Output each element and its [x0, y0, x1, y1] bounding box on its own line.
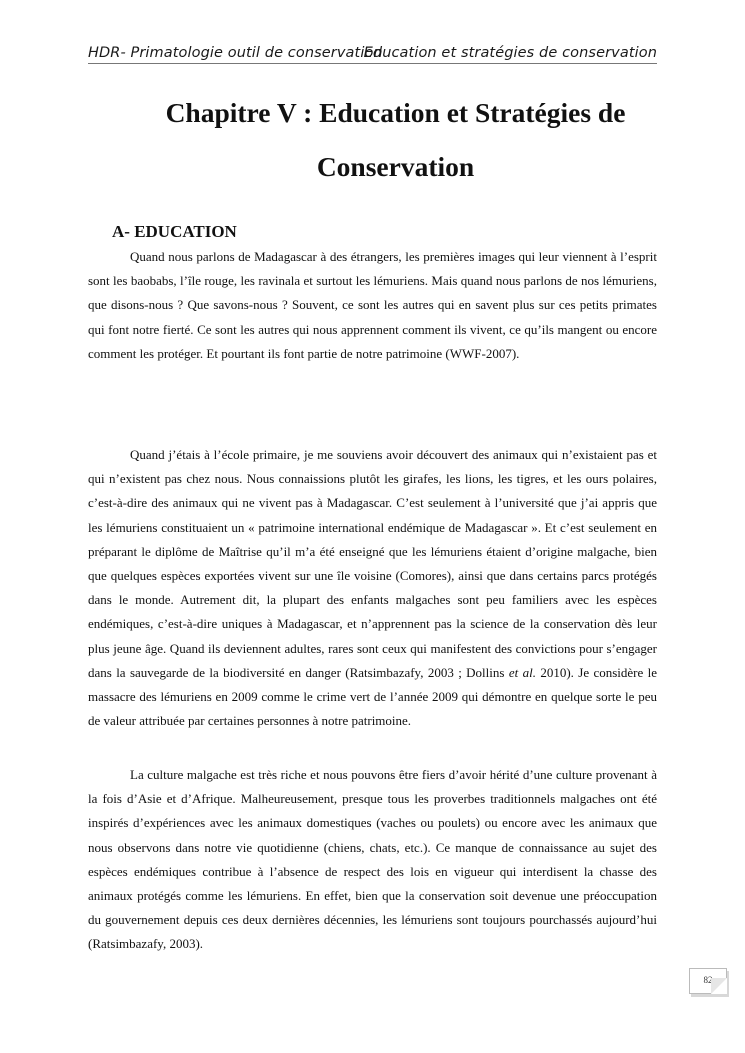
paragraph-3: La culture malgache est très riche et nous pouvons être fiers d’avoir hérité d’une culture provenant à la fois d’Asie et d’Afrique. Malheureusement, presque tous les proverbes traditionnels malgaches ont été inspirés d’expériences avec les animaux domestiques (vaches ou poulets) ou encore avec les animaux que nous observons dans notre vie quotidienne (chiens, chats, etc.). Ce manque de connaissance au sujet des espèces endémiques contribue à l’absence de respect des lois en vigueur qui interdisent la chasse des animaux protégés comme les lémuriens. En effet, bien que la conservation soit devenue une préoccupation du gouvernement depuis ces deux dernières décennies, les lémuriens sont toujours pourchassés aujourd’hui (Ratsimbazafy, 2003).	[88, 767, 657, 952]
paragraph-1: Quand nous parlons de Madagascar à des étrangers, les premières images qui leur viennent à l’esprit sont les baobabs, l’île rouge, les ravinala et surtout les lémuriens. Mais quand nous parlons de nos lémuriens, que disons-nous ? Que savons-nous ? Souvent, ce sont les autres qui en savent plus sur ces petits primates qui font notre fierté. Ce sont les autres qui nous apprennent comment ils vivent, ce qu’ils mangent ou encore comment les protéger. Et pourtant ils font partie de notre patrimoine (WWF-2007).	[88, 249, 657, 361]
page-number: 82	[703, 975, 713, 985]
page-header	[88, 42, 657, 64]
page-curl-decoration	[711, 978, 727, 994]
chapter-title: Chapitre V : Education et Stratégies de Conservation	[165, 97, 626, 182]
section-heading: A- EDUCATION	[112, 222, 237, 241]
paragraph-2-text-end: 2010). Je considère le massacre des lémuriens en 2009 comme le crime vert de l’année 2009 qui démontre en quelque sorte le peu de valeur attribuée par certaines personnes à notre patrimoine.	[88, 664, 658, 729]
paragraph-2-citation-italic: et al.	[508, 664, 536, 680]
page-number-box	[689, 968, 727, 994]
header-left-title: HDR- Primatologie outil de conservation	[88, 45, 383, 61]
paragraph-2-text-start: Quand j’étais à l’école primaire, je me souviens avoir découvert des animaux qui n’existaient pas et qui n’existent pas chez nous. Nous connaissions plutôt les girafes, les lions, les tigres, et les ours polaires, c’est-à-dire des animaux qui ne vivent pas à Madagascar. C’est seulement à l’université que j’ai appris que les lémuriens constituaient un « patrimoine international endémique de Madagascar ». Et c’est seulement en préparant le diplôme de Maîtrise qu’il m’a été enseigné que les lémuriens étaient d’origine malgache, bien que quelques espèces exportées vivent sur une île voisine (Comores), ainsi que dans certains parcs protégés dans le monde. Autrement dit, la plupart des enfants malgaches sont peu familiers avec les espèces endémiques, c’est-à-dire uniques à Madagascar, et n’apprennent pas la science de la conservation dès leur plus jeune âge. Quand ils deviennent adultes, rares sont ceux qui manifestent des convictions pour s’engager dans la sauvegarde de la biodiversité en danger (Ratsimbazafy, 2003 ; Dollins	[88, 447, 657, 680]
header-right-title: Education et stratégies de conservation	[363, 45, 657, 61]
paragraph-2	[88, 443, 657, 733]
